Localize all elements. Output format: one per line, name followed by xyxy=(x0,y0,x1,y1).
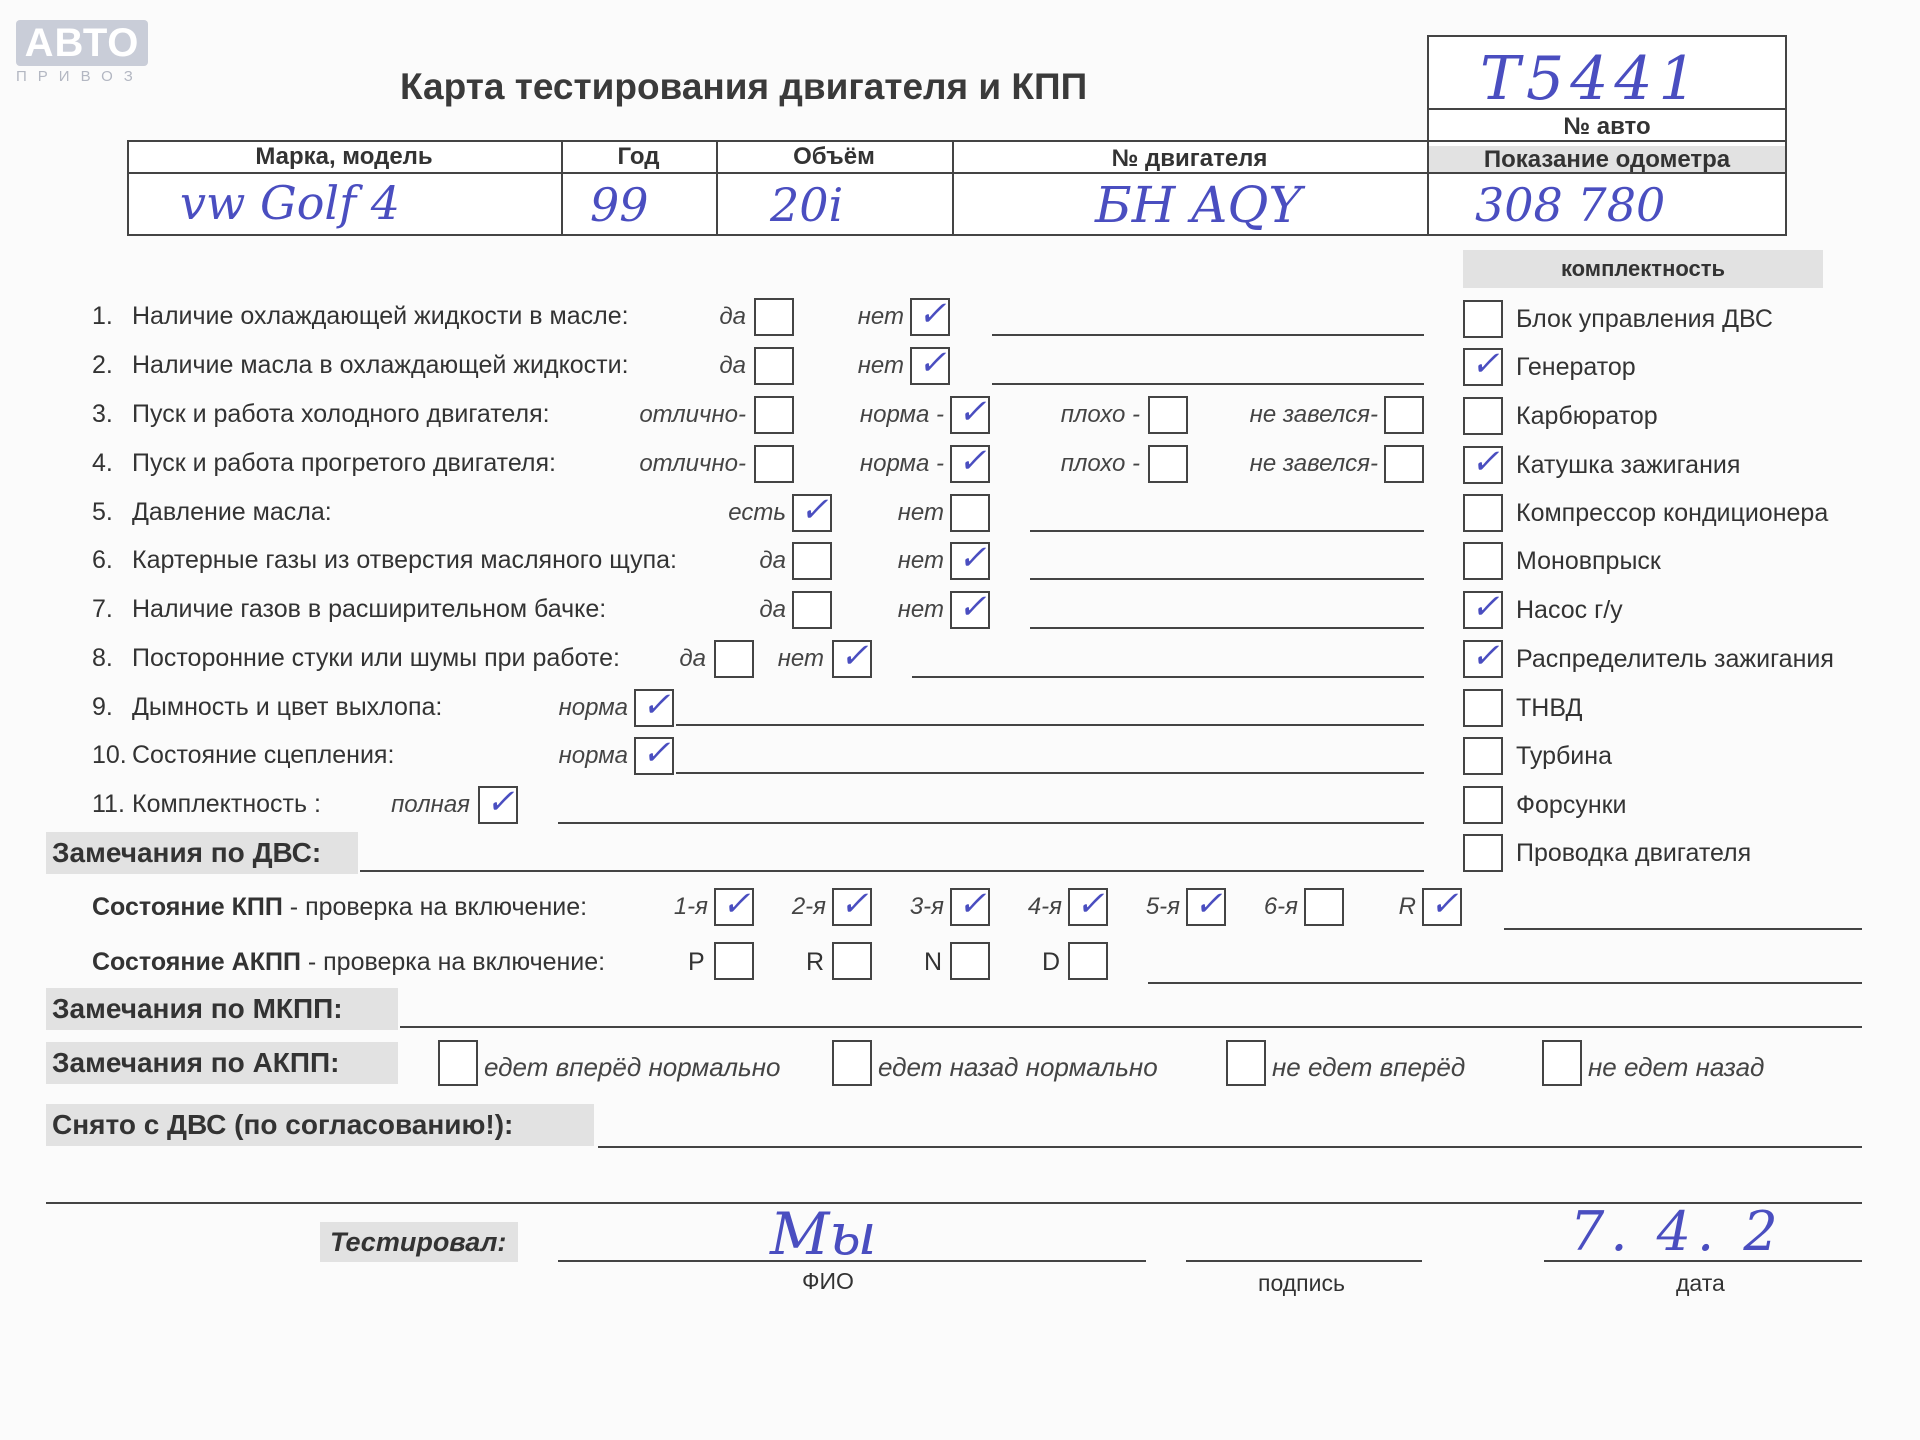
checkbox-row5-net[interactable] xyxy=(950,494,990,532)
gear-label: 1-я xyxy=(673,893,708,920)
volume-value: 20i xyxy=(770,178,844,232)
checkbox-row4-otlichno[interactable] xyxy=(754,445,794,483)
kit-item-label: Турбина xyxy=(1516,742,1612,770)
check-mark: ✓ xyxy=(722,884,751,924)
auto-option-checkbox[interactable] xyxy=(832,1040,872,1086)
kit-checkbox[interactable] xyxy=(1463,542,1503,580)
kit-item-label: Компрессор кондиционера xyxy=(1516,499,1829,527)
auto-mode-label: R xyxy=(806,948,825,976)
kit-checkbox[interactable] xyxy=(1463,344,1503,386)
item-number: 9. xyxy=(92,693,113,721)
item-number: 11. xyxy=(92,790,125,818)
gear-label: 4-я xyxy=(1027,893,1062,920)
checkbox-row3-otlichno[interactable] xyxy=(754,396,794,434)
check-mark: ✓ xyxy=(1194,884,1223,924)
item-text: Давление масла: xyxy=(132,498,332,526)
kit-checkbox[interactable] xyxy=(1463,689,1503,727)
option-otlichno: отлично- xyxy=(639,450,746,477)
date-value: 7. 4. 2 xyxy=(1570,1200,1784,1263)
kit-checkbox[interactable] xyxy=(1463,494,1503,532)
auto-mode-checkbox[interactable] xyxy=(1068,942,1108,980)
gearbox-note-line xyxy=(1504,928,1862,930)
kit-item-label: Форсунки xyxy=(1516,791,1627,819)
car-number-value: T5441 xyxy=(1480,44,1703,114)
checkbox-row5-est[interactable]: ✓ xyxy=(792,494,832,532)
checkbox-row6-da[interactable] xyxy=(792,542,832,580)
option-net: нет xyxy=(857,352,904,379)
fio-label: ФИО xyxy=(802,1268,854,1294)
kit-checkbox[interactable] xyxy=(1463,786,1503,824)
auto-option-label: не едет назад xyxy=(1588,1052,1765,1082)
checkbox-row3-ploho[interactable] xyxy=(1148,396,1188,434)
header-odometer: Показание одометра xyxy=(1483,146,1731,173)
note-line xyxy=(992,383,1424,385)
kit-item-label: Моновпрыск xyxy=(1516,547,1661,575)
kit-item-label: Катушка зажигания xyxy=(1516,451,1741,479)
header-volume: Объём xyxy=(793,143,875,170)
option-otlichno: отлично- xyxy=(639,401,746,428)
gear-checkbox[interactable] xyxy=(1304,888,1344,926)
gear-checkbox[interactable] xyxy=(714,884,754,926)
item-text: Картерные газы из отверстия масляного щупа: xyxy=(132,546,677,574)
remarks-manual-label: Замечания по МКПП: xyxy=(52,993,343,1024)
gear-checkbox[interactable] xyxy=(950,884,990,926)
checkbox-row7-da[interactable] xyxy=(792,591,832,629)
auto-mode-label: D xyxy=(1042,948,1061,976)
gear-label: 3-я xyxy=(909,893,944,920)
checkbox-row4-norma[interactable]: ✓ xyxy=(950,445,990,483)
item-number: 8. xyxy=(92,644,113,672)
manual-gearbox-label: Состояние КПП - проверка на включение: xyxy=(92,893,588,921)
check-mark: ✓ xyxy=(1471,587,1500,627)
odometer-value: 308 780 xyxy=(1475,178,1666,232)
auto-mode-label: P xyxy=(688,948,705,976)
kit-checkbox[interactable] xyxy=(1463,834,1503,872)
option-ploho: плохо - xyxy=(1060,450,1140,477)
kit-item-label: Блок управления ДВС xyxy=(1516,305,1773,333)
option-ne-zavelsya: не завелся- xyxy=(1249,450,1378,477)
auto-mode-checkbox[interactable] xyxy=(832,942,872,980)
gear-checkbox[interactable] xyxy=(832,884,872,926)
item-text: Дымность и цвет выхлопа: xyxy=(132,693,443,721)
item-text: Посторонние стуки или шумы при работе: xyxy=(132,644,620,672)
item-text: Состояние сцепления: xyxy=(132,741,395,769)
logo-subtitle: ПРИВОЗ xyxy=(16,68,144,85)
gear-checkbox[interactable] xyxy=(1422,884,1462,926)
gear-label: 5-я xyxy=(1145,893,1180,920)
checkbox-row2-net[interactable]: ✓ xyxy=(910,347,950,385)
gear-label: R xyxy=(1398,893,1416,920)
kit-item-label: Насос г/у xyxy=(1516,596,1623,624)
item-number: 3. xyxy=(92,400,113,428)
check-mark: ✓ xyxy=(1471,442,1500,482)
note-line xyxy=(1030,578,1424,580)
gear-label: 2-я xyxy=(791,893,826,920)
checkbox-row7-net[interactable]: ✓ xyxy=(950,591,990,629)
option-norma: норма - xyxy=(859,401,944,428)
item-number: 10. xyxy=(92,741,127,769)
gear-checkbox[interactable] xyxy=(1068,884,1108,926)
remarks-engine-line xyxy=(360,870,1424,872)
kit-item-label: Карбюратор xyxy=(1516,402,1658,430)
note-line xyxy=(1030,627,1424,629)
option-ploho: плохо - xyxy=(1060,401,1140,428)
tested-by-label: Тестировал: xyxy=(330,1227,507,1257)
auto-option-label: едет назад нормально xyxy=(878,1052,1158,1082)
removed-label: Снято с ДВС (по согласованию!): xyxy=(52,1109,514,1140)
item-text: Наличие газов в расширительном бачке: xyxy=(132,595,607,623)
item-text: Наличие охлаждающей жидкости в масле: xyxy=(132,302,629,330)
item-text: Пуск и работа холодного двигателя: xyxy=(132,400,550,428)
kit-checkbox[interactable] xyxy=(1463,587,1503,629)
option-net: нет xyxy=(857,303,904,330)
kit-checkbox[interactable] xyxy=(1463,737,1503,775)
checkbox-row4-ne-zavelsya[interactable] xyxy=(1384,445,1424,483)
removed-line xyxy=(598,1146,1862,1148)
option-norma: норма xyxy=(558,694,628,721)
checkbox-row1-net[interactable]: ✓ xyxy=(910,298,950,336)
option-da: да xyxy=(679,645,706,672)
option-ne-zavelsya: не завелся- xyxy=(1249,401,1378,428)
option-da: да xyxy=(759,547,786,574)
checkbox-row3-norma[interactable]: ✓ xyxy=(950,396,990,434)
note-line xyxy=(558,822,1424,824)
auto-option-checkbox[interactable] xyxy=(1226,1040,1266,1086)
remarks-manual-line xyxy=(400,1026,1862,1028)
tester-signature: Мы xyxy=(770,1200,877,1268)
kit-item-label: ТНВД xyxy=(1516,694,1583,722)
check-mark: ✓ xyxy=(958,884,987,924)
engine-number-value: БН AQY xyxy=(1095,176,1302,234)
checkbox-row2-da[interactable] xyxy=(754,347,794,385)
check-mark: ✓ xyxy=(1471,344,1500,384)
auto-option-label: едет вперёд нормально xyxy=(484,1052,781,1082)
checkbox-row10-norma[interactable]: ✓ xyxy=(634,737,674,775)
auto-mode-checkbox[interactable] xyxy=(950,942,990,980)
item-number: 6. xyxy=(92,546,113,574)
kit-title: комплектность xyxy=(1560,256,1726,281)
item-text: Пуск и работа прогретого двигателя: xyxy=(132,449,556,477)
item-number: 4. xyxy=(92,449,113,477)
checkbox-row4-ploho[interactable] xyxy=(1148,445,1188,483)
check-mark: ✓ xyxy=(1471,636,1500,676)
kit-checkbox[interactable] xyxy=(1463,300,1503,338)
signature-line xyxy=(1186,1260,1422,1262)
page-title: Карта тестирования двигателя и КПП xyxy=(400,66,1088,107)
check-mark: ✓ xyxy=(1076,884,1105,924)
checkbox-row1-da[interactable] xyxy=(754,298,794,336)
note-line xyxy=(1030,530,1424,532)
note-line xyxy=(992,334,1424,336)
header-engine-number: № двигателя xyxy=(1111,145,1268,172)
item-number: 1. xyxy=(92,302,113,330)
checkbox-row11-polnaya[interactable]: ✓ xyxy=(478,786,518,824)
option-est: есть xyxy=(728,499,786,526)
kit-item-label: Генератор xyxy=(1516,353,1636,381)
auto-note-line xyxy=(1148,982,1862,984)
kit-checkbox[interactable] xyxy=(1463,442,1503,484)
gear-checkbox[interactable] xyxy=(1186,884,1226,926)
item-number: 7. xyxy=(92,595,113,623)
note-line xyxy=(676,772,1424,774)
option-norma: норма - xyxy=(859,450,944,477)
checkbox-row9-norma[interactable]: ✓ xyxy=(634,689,674,727)
brand-value: vw Golf 4 xyxy=(180,176,401,230)
option-norma: норма xyxy=(558,742,628,769)
item-text: Комплектность : xyxy=(132,790,321,818)
remarks-engine-label: Замечания по ДВС: xyxy=(52,837,322,868)
kit-item-label: Распределитель зажигания xyxy=(1516,645,1834,673)
item-number: 5. xyxy=(92,498,113,526)
auto-mode-label: N xyxy=(924,948,943,976)
logo: АВТО xyxy=(16,20,148,66)
check-mark: ✓ xyxy=(1430,884,1459,924)
remarks-auto-label: Замечания по АКПП: xyxy=(52,1047,340,1078)
option-da: да xyxy=(759,596,786,623)
auto-option-checkbox[interactable] xyxy=(1542,1040,1582,1086)
date-label: дата xyxy=(1676,1270,1725,1296)
check-mark: ✓ xyxy=(840,884,869,924)
option-net: нет xyxy=(897,547,944,574)
option-net: нет xyxy=(777,645,824,672)
option-polnaya: полная xyxy=(391,791,470,818)
car-number-label: № авто xyxy=(1563,113,1651,140)
note-line xyxy=(912,676,1424,678)
item-number: 2. xyxy=(92,351,113,379)
option-da: да xyxy=(719,352,746,379)
auto-option-checkbox[interactable] xyxy=(438,1040,478,1086)
option-da: да xyxy=(719,303,746,330)
signature-label: подпись xyxy=(1258,1270,1345,1296)
item-text: Наличие масла в охлаждающей жидкости: xyxy=(132,351,629,379)
kit-checkbox[interactable] xyxy=(1463,636,1503,678)
gear-label: 6-я xyxy=(1263,893,1298,920)
auto-option-label: не едет вперёд xyxy=(1272,1052,1466,1082)
checkbox-row8-net[interactable]: ✓ xyxy=(832,640,872,678)
year-value: 99 xyxy=(590,178,649,232)
kit-item-label: Проводка двигателя xyxy=(1516,839,1752,867)
note-line xyxy=(676,724,1424,726)
header-year: Год xyxy=(617,143,660,170)
checkbox-row3-ne-zavelsya[interactable] xyxy=(1384,396,1424,434)
kit-checkbox[interactable] xyxy=(1463,397,1503,435)
auto-mode-checkbox[interactable] xyxy=(714,942,754,980)
option-net: нет xyxy=(897,499,944,526)
checkbox-row6-net[interactable]: ✓ xyxy=(950,542,990,580)
option-net: нет xyxy=(897,596,944,623)
auto-gearbox-label: Состояние АКПП - проверка на включение: xyxy=(92,948,606,976)
header-brand: Марка, модель xyxy=(255,143,433,170)
